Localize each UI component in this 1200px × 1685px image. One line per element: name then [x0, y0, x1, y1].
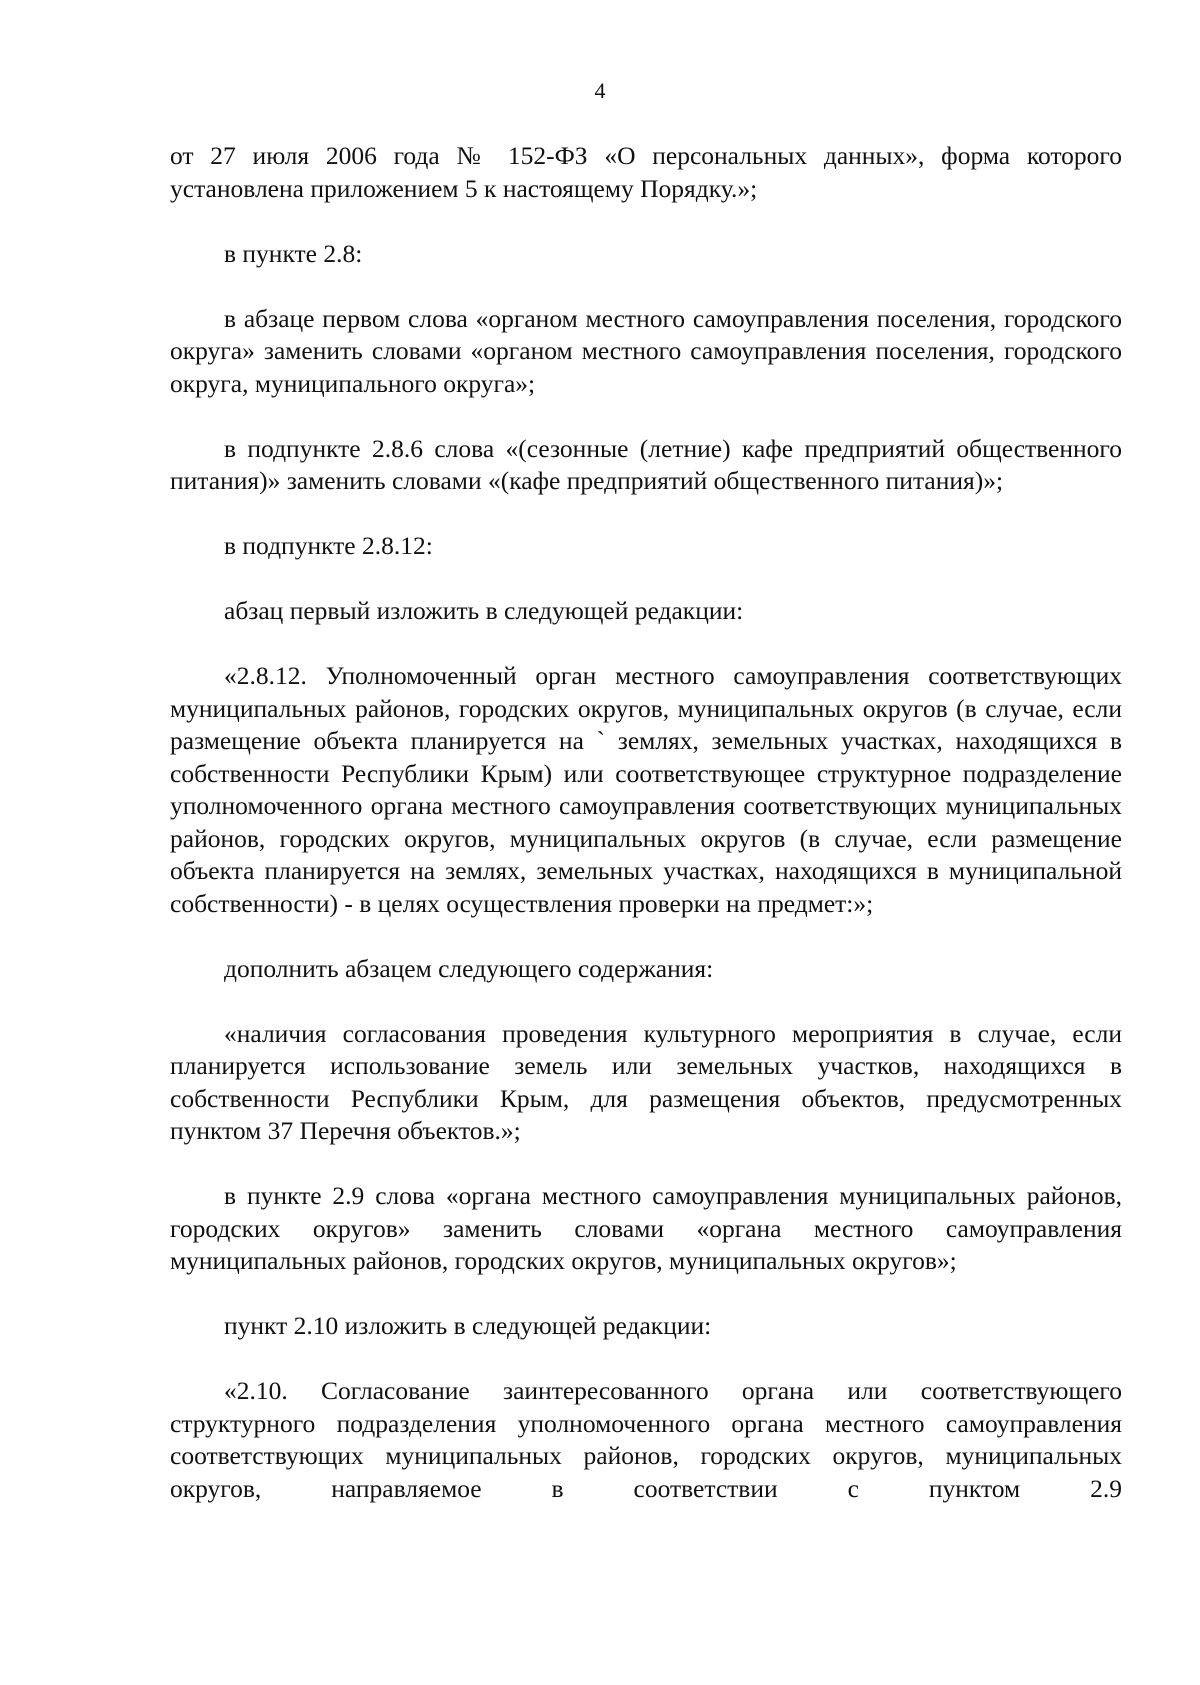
paragraph-item-2-9: в пункте 2.9 слова «органа местного самоуправления муниципальных районов, городских округов» заменить словами «органа местного самоуправления муниципальных районов, городских округов, муниципальных округов»;: [170, 1181, 1122, 1275]
paragraph-item-2-8-12-heading: в подпункте 2.8.12:: [224, 531, 433, 560]
paragraph-first-abzac-new-wording: абзац первый изложить в следующей редакции:: [224, 596, 744, 625]
paragraph-add-abzac: дополнить абзацем следующего содержания:: [224, 953, 714, 983]
paragraph-item-2-10-heading: пункт 2.10 изложить в следующей редакции:: [224, 1311, 712, 1340]
page-number: 4: [594, 78, 606, 103]
paragraph-item-2-8-6: в подпункте 2.8.6 слова «(сезонные (летние) кафе предприятий общественного питания)» заменить словами «(кафе предприятий общественного питания)»;: [170, 433, 1122, 495]
paragraph-personal-data-continuation: от 27 июля 2006 года № 152-ФЗ «О персональных данных», форма которого установлена приложением 5 к настоящему Порядку.»;: [170, 141, 1122, 203]
document-body: [170, 140, 1122, 1505]
paragraph-cultural-event-approval: «наличия согласования проведения культурного мероприятия в случае, если планируется использование земель или земельных участков, находящихся в собственности Республики Крым, для размещения объектов, предусмотренных пунктом 37 Перечня объектов.»;: [170, 1018, 1122, 1145]
paragraph-item-2-10-text: «2.10. Согласование заинтересованного органа или соответствующего структурного подразделения уполномоченного органа местного самоуправления соответствующих муниципальных районов, городских округов, муниципальных округов, направляемое в соответствии с пунктом 2.9: [170, 1376, 1122, 1503]
paragraph-item-2-8-heading: в пункте 2.8:: [224, 238, 363, 268]
paragraph-item-2-8-12-text: «2.8.12. Уполномоченный орган местного самоуправления соответствующих муниципальных районов, городских округов, муниципальных округов (в случае, если размещение объекта планируется на ` землях, земельных участках, находящихся в собственности Республики Крым) или соответствующее структурное подразделение уполномоченного органа местного самоуправления соответствующих муниципальных районов, городских округов, муниципальных округов (в случае, если размещение объекта планируется на землях, земельных участках, находящихся в муниципальной собственности) - в целях осуществления проверки на предмет:»;: [170, 661, 1122, 918]
paragraph-item-2-8-first-abzac: в абзаце первом слова «органом местного самоуправления поселения, городского округа» заменить словами «органом местного самоуправления поселения, городского округа, муниципального округа»;: [170, 303, 1122, 398]
